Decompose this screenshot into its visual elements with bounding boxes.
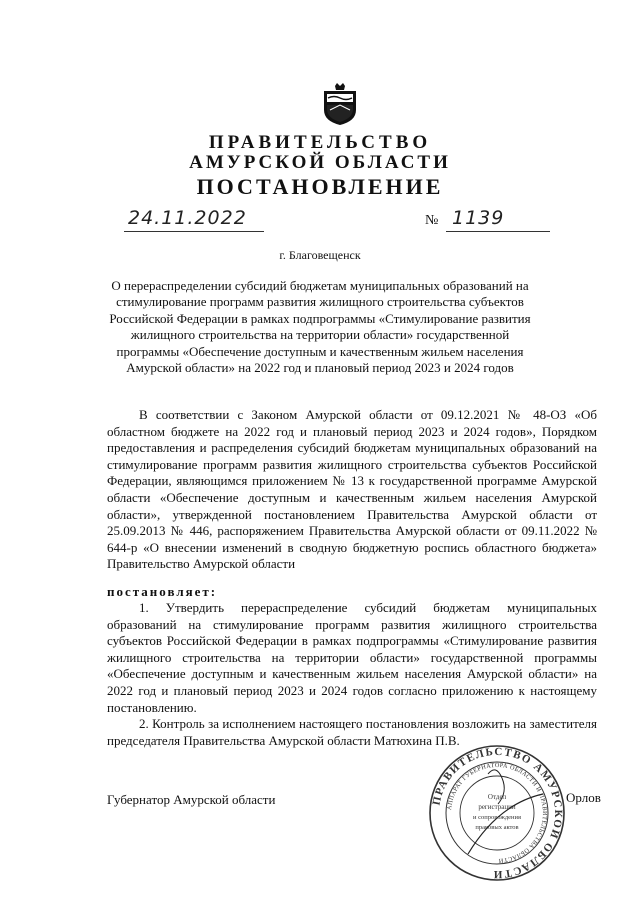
number-underline: [446, 231, 550, 232]
signatory-position: Губернатор Амурской области: [107, 792, 276, 807]
decree-items: [107, 600, 597, 749]
stamp-center-line-4: правовых актов: [475, 824, 519, 831]
signatory-name: Орлов: [566, 790, 601, 805]
government-title: ПРАВИТЕЛЬСТВО: [208, 132, 432, 153]
date-underline: [124, 231, 264, 232]
decree-item-1: 1. Утвердить перераспределение субсидий бюджетам муниципальных образований на стимулирование программ развития жилищного строительства субъектов Российской Федерации в рамках подпрограммы «Стимулирование развития жилищного строительства на территории области» государственной программы «Обеспечение доступным и качественным жильем населения Амурской области» на 2022 год и плановый период 2023 и 2024 годов согласно приложению к настоящему постановлению.: [107, 600, 597, 715]
stamp-outer-text: ПРАВИТЕЛЬСТВО АМУРСКОЙ ОБЛАСТИ: [430, 745, 565, 881]
document-type: ПОСТАНОВЛЕНИЕ: [196, 174, 444, 199]
coat-of-arms-icon: [321, 82, 359, 126]
official-seal-stamp: [428, 744, 566, 882]
stamp-center-line-2: регистрации: [478, 803, 516, 811]
document-title: О перераспределении субсидий бюджетам муниципальных образований на стимулирование программ развития жилищного строительства субъектов Российской Федерации в рамках подпрограммы «Стимулирование развития жилищного строительства на территории области» государственной программы «Обеспечение доступным и качественным жильем населения Амурской области» на 2022 год и плановый период 2023 и 2024 годов: [109, 278, 531, 376]
decree-word: постановляет:: [107, 584, 218, 599]
stamp-center-line-3: и сопровождения: [473, 814, 521, 821]
stamp-center-line-1: Отдел: [487, 793, 507, 801]
document-number: 1139: [452, 207, 505, 229]
svg-text:АППАРАТ ГУБЕРНАТОРА ОБЛАСТИ И: [446, 762, 548, 864]
preamble-block: [107, 407, 597, 573]
city-line: г. Благовещенск: [279, 248, 361, 262]
region-title: АМУРСКОЙ ОБЛАСТИ: [189, 152, 451, 173]
stamp-inner-text: АППАРАТ ГУБЕРНАТОРА ОБЛАСТИ И ПРАВИТЕЛЬСТВА ОБЛАСТИ: [446, 761, 549, 865]
preamble-paragraph: В соответствии с Законом Амурской области от 09.12.2021 № 48-ОЗ «Об областном бюджете на 2022 год и плановый период 2023 и 2024 годов», Порядком предоставления и распределения субсидий бюджетам муниципальных образований на стимулирование программ развития жилищного строительства субъектов Российской Федерации, являющимся приложением № 13 к государственной программе Амурской области «Обеспечение доступным и качественным жильем населения Амурской области», утвержденной постановлением Правительства Амурской области от 25.09.2013 № 446, распоряжением Правительства Амурской области от 09.11.2022 № 644-р «О внесении изменений в сводную бюджетную роспись областного бюджета» Правительство Амурской области: [107, 407, 597, 572]
document-date: 24.11.2022: [128, 207, 247, 229]
decree-item-2: 2. Контроль за исполнением настоящего постановления возложить на заместителя председателя Правительства Амурской области Матюхина П.В.: [107, 716, 597, 748]
number-sign: №: [425, 213, 439, 228]
